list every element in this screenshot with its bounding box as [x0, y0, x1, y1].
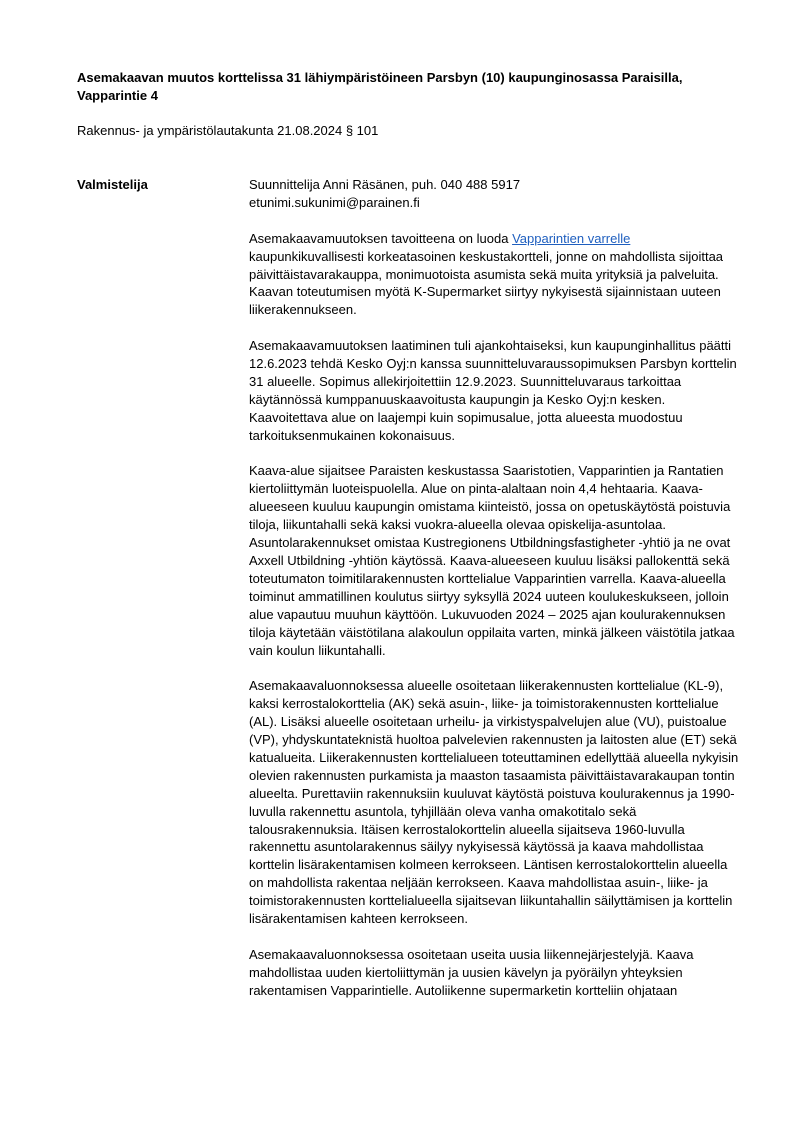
- paragraph-traffic: Asemakaavaluonnoksessa osoitetaan useita uusia liikennejärjestelyjä. Kaava mahdollistaa uuden kiertoliittymän ja uusien kävelyn ja pyöräilyn yhteyksien rakentamisen Vapparintielle. Autoliikenne supermarketin kortteliin ohjataan: [249, 946, 694, 998]
- paragraph-background: Asemakaavamuutoksen laatiminen tuli ajankohtaiseksi, kun kaupunginhallitus päätti 12.6.2023 tehdä Kesko Oyj:n kanssa suunnitteluvaraussopimuksen Parsbyn korttelin 31 alueelle. Sopimus allekirjoitettiin 12.9.2023. Suunnitteluvaraus tarkoittaa käytännössä kumppanuuskaavoitusta kaupungin ja Kesko Oyj:n kesken. Kaavoitettava alue on laajempi kuin sopimusalue, jotta alueesta muodostuu tarkoituksenmukainen kokonaisuus.: [249, 338, 737, 443]
- vapparintie-link[interactable]: Vapparintien varrelle: [512, 230, 631, 246]
- paragraph-area-description: Kaava-alue sijaitsee Paraisten keskustassa Saaristotien, Vapparintien ja Rantatien kiertoliittymän luoteispuolella. Alue on pinta-alaltaan noin 4,4 hehtaaria. Kaava-alueeseen kuuluu kaupungin omistama kiinteistö, jossa on opetuskäytöstä poistuvia tiloja, liikuntahalli sekä kaksi vuokra-alueella olevaa opiskelija-asuntolaa. Asuntolarakennukset omistaa Kustregionens Utbildningsfastigheter -yhtiö ja ne ovat Axxell Utbildning -yhtiön käytössä. Kaava-alueeseen kuuluu lisäksi pallokenttä sekä toteutumaton toimitilarakennusten korttelialue Vapparintien varrella. Kaava-alueella toiminut ammatillinen koulutus siirtyy syksyllä 2024 uuteen koulukeskukseen, jolloin alue vapautuu muuhun käyttöön. Lukuvuoden 2024 – 2025 ajan koulurakennuksen tiloja käytetään väistötilana alakoulun oppilaita varten, minkä jälkeen väistötila jatkaa vain koulun liikuntahalli.: [249, 463, 735, 658]
- preparer-label: Valmistelija: [77, 177, 148, 192]
- paragraph-plan-draft: Asemakaavaluonnoksessa alueelle osoitetaan liikerakennusten korttelialue (KL-9), kaksi kerrostalokorttelia (AK) sekä asuin-, liike- ja toimistorakennusten korttelialue (AL). Lisäksi alueelle osoitetaan urheilu- ja virkistyspalvelujen alue (VU), puistoalue (VP), yhdyskuntateknistä huoltoa palvelevien rakennusten ja laitosten alue (ET) sekä katualueita. Liikerakennusten korttelialueen toteuttaminen edellyttää alueella nykyisin olevien rakennusten purkamista ja maaston tasaamista päivittäistavarakaupan tontin alueelta. Purettaviin rakennuksiin kuuluvat käytöstä poistuva koulurakennus ja 1990-luvulla rakennettu asuntola, tyhjillään oleva vanha omakotitalo sekä talousrakennuksia. Itäisen kerrostalokorttelin alueella sijaitseva 1960-luvulla rakennettu asuntolarakennus säilyy nykyisessä käytössä ja kaava mahdollistaa korttelin lisärakentamisen kolmeen kerrokseen. Läntisen kerrostalokorttelin alueella on mahdollista rakentaa neljään kerrokseen. Kaava mahdollistaa asuin-, liike- ja toimistorakennusten korttelialueella sijaitsevan liikuntahallin säilyttämisen ja korttelin lisärakentamisen kahteen kerrokseen.: [249, 678, 739, 927]
- document-body: [249, 176, 744, 1018]
- paragraph-goal: [249, 230, 744, 320]
- preparer-email: etunimi.sukunimi@parainen.fi: [249, 194, 420, 210]
- preparer-name-phone: Suunnittelija Anni Räsänen, puh. 040 488 5917: [249, 177, 521, 192]
- preparer-contact: [249, 176, 744, 212]
- meeting-reference: Rakennus- ja ympäristölautakunta 21.08.2024 § 101: [77, 123, 379, 138]
- paragraph-goal-rest: kaupunkikuvallisesti korkeatasoinen keskustakortteli, jonne on mahdollista sijoittaa päivittäistavarakauppa, monimuotoista asumista sekä muita yrityksiä ja palveluita. Kaavan toteutumisen myötä K-Supermarket siirtyy nykyisestä sijainnistaan uuteen liikerakennukseen.: [249, 248, 724, 318]
- document-title: Asemakaavan muutos korttelissa 31 lähiympäristöineen Parsbyn (10) kaupunginosassa Paraisilla, Vapparintie 4: [77, 70, 683, 103]
- paragraph-goal-intro: Asemakaavamuutoksen tavoitteena on luoda: [249, 230, 513, 246]
